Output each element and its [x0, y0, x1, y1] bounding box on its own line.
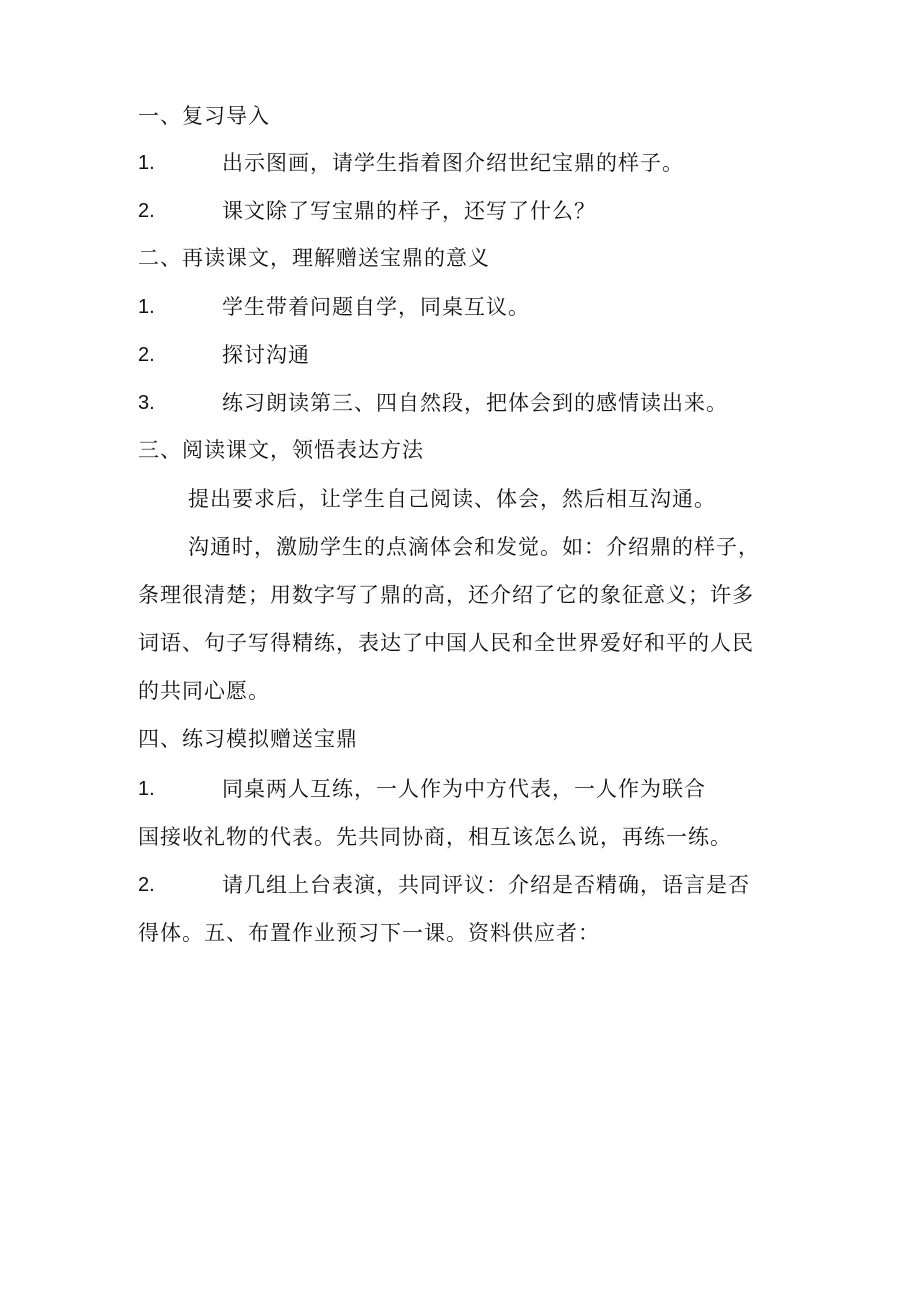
list-item-text-continued: 国接收礼物的代表。先共同协商，相互该怎么说，再练一练。	[138, 825, 732, 849]
list-item-text: 学生带着问题自学，同桌互议。	[222, 295, 530, 319]
list-item-number: 2.	[138, 200, 155, 222]
list-item-text: 练习朗读第三、四自然段，把体会到的感情读出来。	[222, 391, 728, 415]
list-item-text: 课文除了写宝鼎的样子，还写了什么？	[222, 199, 596, 223]
paragraph-line: 条理很清楚；用数字写了鼎的高，还介绍了它的象征意义；许多	[138, 583, 754, 607]
list-item-text: 同桌两人互练，一人作为中方代表，一人作为联合	[222, 777, 706, 801]
list-item-number: 3.	[138, 392, 155, 414]
section-heading-review: 一、复习导入	[138, 104, 270, 128]
paragraph-line: 词语、句子写得精练，表达了中国人民和全世界爱好和平的人民	[138, 631, 754, 655]
section-heading-reread: 二、再读课文，理解赠送宝鼎的意义	[138, 246, 490, 270]
list-item-number: 1.	[138, 152, 155, 174]
list-item-text-continued: 得体。五、布置作业预习下一课。资料供应者：	[138, 921, 600, 945]
section-heading-reading: 三、阅读课文，领悟表达方法	[138, 438, 424, 462]
paragraph: 提出要求后，让学生自己阅读、体会，然后相互沟通。	[188, 487, 716, 511]
list-item-number: 2.	[138, 874, 155, 896]
list-item-number: 1.	[138, 778, 155, 800]
section-heading-practice: 四、练习模拟赠送宝鼎	[138, 727, 358, 751]
list-item-text: 探讨沟通	[222, 343, 310, 367]
list-item-number: 1.	[138, 296, 155, 318]
paragraph-line: 的共同心愿。	[138, 679, 270, 703]
list-item-number: 2.	[138, 344, 155, 366]
list-item-text: 请几组上台表演，共同评议：介绍是否精确，语言是否	[222, 873, 750, 897]
paragraph-line: 沟通时，激励学生的点滴体会和发觉。如：介绍鼎的样子，	[188, 535, 760, 559]
list-item-text: 出示图画，请学生指着图介绍世纪宝鼎的样子。	[222, 151, 684, 175]
